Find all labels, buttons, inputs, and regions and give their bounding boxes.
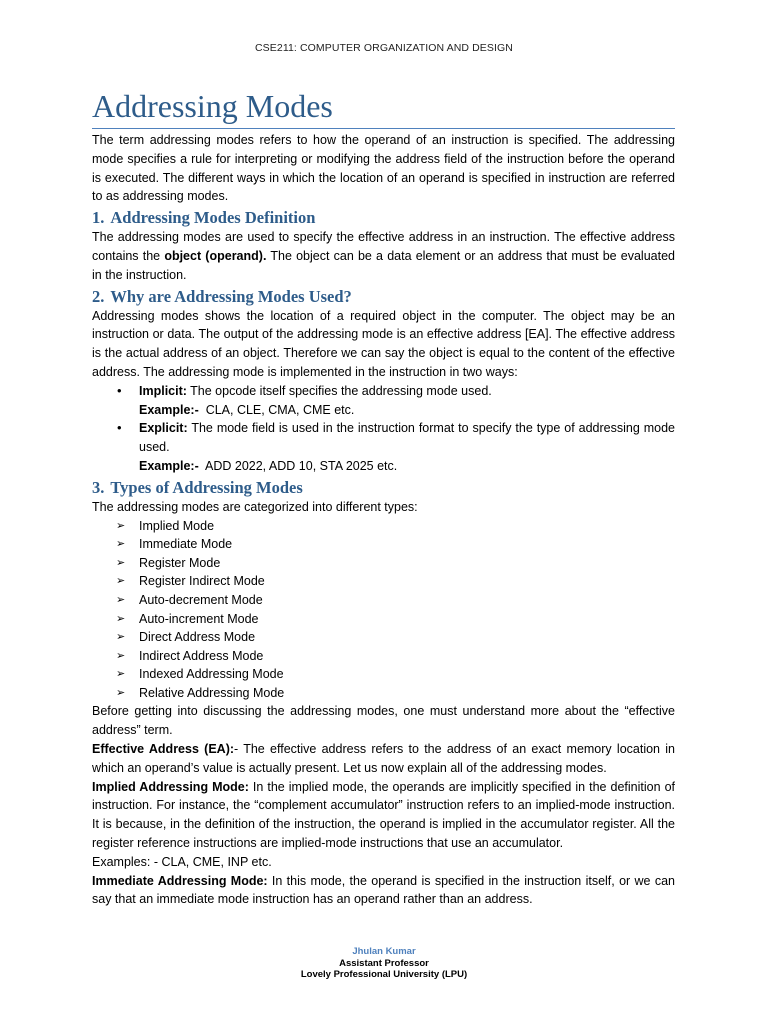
section-title: Why are Addressing Modes Used? [110,286,352,306]
term-text: In the implied mode, the operands are implicitly specified in the definition of instruction. For instance, the “complement accumulator” instruction refers to an implied-mode instruction. It is because, in the definition of the instruction, the operand is implied in the accumulator register. All the register reference instructions are implied-mode instructions that use an accumulator. [92,779,675,851]
section-1-heading [92,208,675,228]
arrow-bullet-icon: ➢ [116,538,126,551]
implied-examples: Examples: - CLA, CME, INP etc. [92,854,272,869]
implied-mode-paragraph [92,778,675,853]
mode-name: Auto-increment Mode [139,611,259,626]
list-item [92,572,675,591]
text-run: The object can be a data element or an address that must be evaluated in the instruction. [92,248,675,282]
mode-name: Register Mode [139,555,221,570]
list-item [92,628,675,647]
arrow-bullet-icon: ➢ [116,686,126,699]
page-header: CSE211: COMPUTER ORGANIZATION AND DESIGN [255,42,513,54]
arrow-bullet-icon: ➢ [116,612,126,625]
page-title: Addressing Modes [92,86,675,129]
immediate-mode-paragraph [92,872,675,910]
bullet-label: Implicit: [139,383,187,398]
author-role: Assistant Professor [339,957,429,969]
arrow-bullet-icon: ➢ [116,575,126,588]
section-2-paragraph: Addressing modes shows the location of a required object in the computer. The object may be an instruction or data. The output of the addressing mode is an effective address [EA]. The effective address is the actual address of an object. Therefore we can say the object is equal to the content of the effective address. The addressing mode is implemented in the instruction in two ways: [92,308,675,379]
document-body [92,86,675,909]
list-item [92,665,675,684]
example-text: ADD 2022, ADD 10, STA 2025 etc. [198,458,398,473]
mode-name: Direct Address Mode [139,630,256,645]
example-text: CLA, CLE, CMA, CME etc. [198,402,355,417]
list-item [92,684,675,703]
mode-name: Indexed Addressing Mode [139,667,284,682]
mode-name: Relative Addressing Mode [139,685,285,700]
list-item [92,419,675,475]
author-name: Jhulan Kumar [352,946,416,957]
term-text: In this mode, the operand is specified in the instruction itself, or we can say that an immediate mode instruction has an operand rather than an address. [92,873,675,907]
list-item [92,647,675,666]
mode-name: Register Indirect Mode [139,574,265,589]
effective-address-intro: Before getting into discussing the addressing modes, one must understand more about the “effective address” term. [92,704,675,738]
term-label: Immediate Addressing Mode: [92,873,268,888]
section-3-paragraph: The addressing modes are categorized into different types: [92,499,418,514]
implementation-list [92,382,675,476]
arrow-bullet-icon: ➢ [116,593,126,606]
term-text: - The effective address refers to the address of an exact memory location in which an operand’s value is actually present. Let us now explain all of the addressing modes. [92,742,675,775]
section-title: Addressing Modes Definition [110,208,316,228]
arrow-bullet-icon: ➢ [116,649,126,662]
section-number: 2. [92,286,105,306]
mode-name: Immediate Mode [139,537,233,552]
section-1-paragraph [92,228,675,284]
list-item [92,382,675,420]
arrow-bullet-icon: ➢ [116,668,126,681]
example-line [139,457,675,476]
effective-address-definition [92,740,675,778]
text-run: The addressing modes are used to specify the effective address in an instruction. The effective address contains the [92,230,675,263]
mode-name: Auto-decrement Mode [139,592,263,607]
list-item [92,535,675,554]
bullet-label: Explicit: [139,421,188,436]
modes-list [92,517,675,703]
author-university: Lovely Professional University (LPU) [300,969,468,980]
list-item [92,554,675,573]
section-2-heading [92,287,675,307]
arrow-bullet-icon: ➢ [116,631,126,644]
example-label: Example:- [139,458,199,473]
mode-name: Implied Mode [139,518,215,533]
bullet-text: The opcode itself specifies the addressing mode used. [186,383,492,398]
list-item [92,591,675,610]
mode-name: Indirect Address Mode [139,648,264,663]
section-3-heading [92,478,675,498]
arrow-bullet-icon: ➢ [116,519,126,532]
example-line [139,401,675,420]
section-number: 1. [92,208,105,228]
list-item [92,517,675,536]
arrow-bullet-icon: ➢ [116,556,126,569]
bold-term: object (operand). [164,248,267,263]
page-footer [0,946,768,981]
intro-paragraph: The term addressing modes refers to how the operand of an instruction is specified. The addressing mode specifies a rule for interpreting or modifying the address field of the instruction before the operand is executed. The different ways in which the location of an operand is specified in instruction are referred to as addressing modes. [92,133,675,204]
bullet-text: The mode field is used in the instruction format to specify the type of addressing mode used. [139,421,675,455]
list-item [92,610,675,629]
section-title: Types of Addressing Modes [110,477,303,497]
section-number: 3. [92,477,105,497]
example-label: Example:- [139,402,199,417]
term-label: Implied Addressing Mode: [92,779,249,794]
term-label: Effective Address (EA): [92,742,235,757]
